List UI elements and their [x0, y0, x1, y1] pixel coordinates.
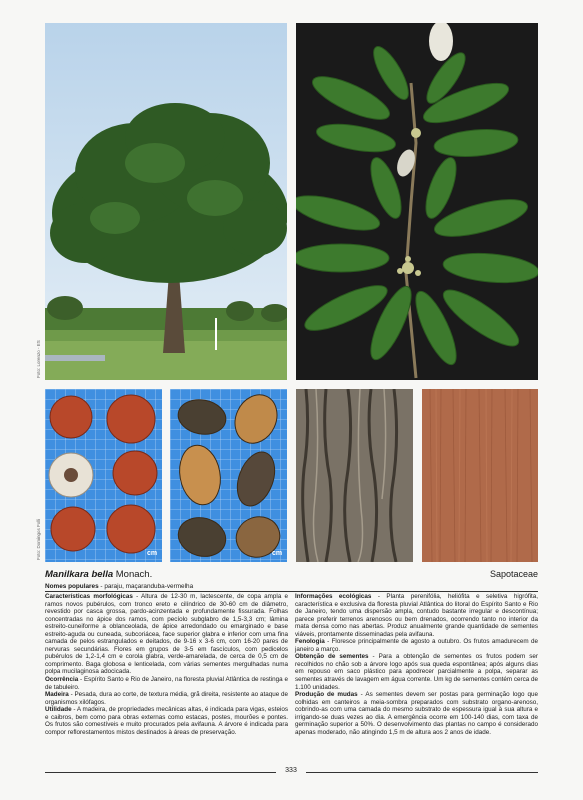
paragraph-text: Floresce principalmente de agosto a outubro. Os frutos amadurecem de janeiro a março.	[295, 638, 538, 653]
species-name: Manilkara bella	[45, 569, 114, 580]
seeds-scale-label: cm	[272, 550, 283, 557]
paragraph-occurrence: Ocorrência - Espírito Santo e Rio de Janeiro, na floresta pluvial Atlântica de restinga e de tabuleiro.	[45, 676, 288, 691]
paragraph-phenology: Fenologia - Floresce principalmente de agosto a outubro. Os frutos amadurecem de janeiro a março.	[295, 638, 538, 653]
species-title	[45, 569, 152, 580]
paragraph-seedlings: Produção de mudas - As sementes devem ser postas para germinação logo que colhidas em canteiros a meia-sombra preparados com substrato organo-arenoso, cobrindo-as com uma camada do mesmo substrato de espessura igual à sua altura e irrigando-se duas vezes ao dia. A emergência ocorre em 100-140 dias, com taxa de germinação superior a 50%. O desenvolvimento das plantas no campo é considerado apenas moderado, não atingindo 1,5 m de altura aos 2 anos de idade.	[295, 691, 538, 736]
tree-photo-credit: Foto: Lorenzo - ES	[36, 340, 41, 378]
paragraph-heading: Informações ecológicas	[295, 593, 372, 600]
paragraph-heading: Características morfológicas	[45, 593, 133, 600]
paragraph-text: As sementes devem ser postas para germinação logo que colhidas em canteiros a meia-sombra preparados com substrato organo-arenoso, cobrindo-as com uma camada do mesmo substrato de espessura igual à sua altura e irrigando-se duas vezes ao dia. A emergência ocorre em 100-140 dias, com taxa de germinação superior a 50%. O desenvolvimento das plantas no campo é considerado apenas moderado, não atingindo 1,5 m de altura aos 2 anos de idade.	[295, 691, 538, 736]
species-author: Monach.	[115, 569, 153, 580]
bark-photo	[296, 389, 413, 562]
popular-names-label: Nomes populares	[45, 583, 99, 590]
paragraph-morphology: Características morfológicas - Altura de 12-30 m, lactescente, de copa ampla e ramos novos pubérulos, com tronco ereto e cilíndrico de 30-60 cm de diâmetro, revestido por casca grossa, pardo-acinzentada e profundamente fissurada. Folhas concentradas no ápice dos ramos, com pecíolo subglabro de 1,5-3,3 cm; lâmina estreito-cuneiforme a oblanceolada, de ápice arredondado ou emarginado e base estreito-aguda ou cuneada, subcoriácea, face superior glabra e inferior com uma fina camada de pelos estrangulados e deitados, de 9-16 x 3-6 cm, com 16-20 pares de nervuras secundárias. Flores em grupos de 3-5 em fascículos, com pedicelos pubérulos de 1,2-1,4 cm e corola glabra, verde-amarelada, de cerca de 0,5 cm de comprimento. Baga globosa e lenticelada, com várias sementes mergulhadas numa polpa mucilaginosa adocicada.	[45, 593, 289, 676]
wood-photo	[422, 389, 538, 562]
paragraph-heading: Obtenção de sementes	[295, 653, 369, 661]
paragraph-heading: Utilidade	[45, 706, 72, 714]
fruits-scale-label: cm	[147, 550, 158, 557]
header-divider	[45, 591, 538, 592]
paragraph-text: Planta perenifólia, heliófita e seletiva higrófita, característica e exclusiva da floresta pluvial Atlântica do litoral do Espírito Santo e Rio de Janeiro, tendo uma dispersão ampla, contudo bastante irregular e descontínua; parece preferir terrenos arenosos ou bem drenados, ocorrendo tanto no interior da mata densa como nas abertas. Produz anualmente grande quantidade de sementes viáveis, prontamente disseminadas pela avifauna.	[295, 593, 538, 638]
family-name: Sapotaceae	[489, 569, 538, 579]
paragraph-text: Pesada, dura ao corte, de textura média, grã direita, resistente ao ataque de organismos xilófagos.	[45, 691, 288, 706]
paragraph-text: Espírito Santo e Rio de Janeiro, na floresta pluvial Atlântica de restinga e de tabuleiro.	[45, 676, 288, 691]
left-column	[45, 593, 288, 736]
paragraph-seeds: Obtenção de sementes - Para a obtenção de sementes os frutos podem ser recolhidos no chão sob a árvore logo após sua queda espontânea; após alguns dias em repouso em saco plástico para apodrecer parcialmente a polpa, separar as sementes através de lavagem em água corrente. Um kg de sementes contém cerca de 1.100 unidades.	[295, 653, 538, 691]
fruits-photo-credit: Foto: Domingos Folli	[36, 518, 41, 560]
paragraph-text: Altura de 12-30 m, lactescente, de copa ampla e ramos novos pubérulos, com tronco ereto e cilíndrico de 30-60 cm de diâmetro, revestido por casca grossa, pardo-acinzentada e profundamente fissurada. Folhas concentradas no ápice dos ramos, com pecíolo subglabro de 1,5-3,3 cm; lâmina estreito-cuneiforme a oblanceolada, de ápice arredondado ou emarginado e base estreito-aguda ou cuneada, subcoriácea, face superior glabra e inferior com uma fina camada de pelos estrangulados e deitados, de 9-16 x 3-6 cm, com 16-20 pares de nervuras secundárias. Flores em grupos de 3-5 em fascículos, com pedicelos pubérulos de 1,2-1,4 cm e corola glabra, verde-amarelada, de cerca de 0,5 cm de comprimento. Baga globosa e lenticelada, com várias sementes mergulhadas numa polpa mucilaginosa adocicada.	[45, 593, 289, 676]
tree-photo	[45, 23, 287, 380]
paragraph-text: A madeira, de propriedades mecânicas altas, é indicada para vigas, esteios e caibros, bem como para obras externas como estacas, postes, mourões e pontes. Os frutos são comestíveis e muito procurados pela avifauna. A árvore é indicada para compor reflorestamentos mistos destinados à áreas de preservação.	[45, 706, 289, 736]
paragraph-utility: Utilidade - A madeira, de propriedades mecânicas altas, é indicada para vigas, esteios e caibros, bem como para obras externas como estacas, postes, mourões e pontes. Os frutos são comestíveis e muito procurados pela avifauna. A árvore é indicada para compor reflorestamentos mistos destinados à áreas de preservação.	[45, 706, 289, 736]
seeds-photo	[170, 389, 287, 562]
paragraph-heading: Produção de mudas	[295, 691, 358, 699]
popular-names-value: paraju, maçaranduba-vermelha	[104, 583, 194, 590]
paragraph-heading: Ocorrência	[45, 676, 79, 684]
paragraph-ecology: Informações ecológicas - Planta perenifólia, heliófita e seletiva higrófita, característica e exclusiva da floresta pluvial Atlântica do litoral do Espírito Santo e Rio de Janeiro, tendo uma dispersão ampla, contudo bastante irregular e descontínua; parece preferir terrenos arenosos ou bem drenados, ocorrendo tanto no interior da mata densa como nas abertas. Produz anualmente grande quantidade de sementes viáveis, prontamente disseminadas pela avifauna.	[295, 593, 538, 638]
page-number: 333	[276, 767, 306, 774]
popular-names: Nomes populares - paraju, maçaranduba-vermelha	[45, 583, 194, 590]
fruits-photo	[45, 389, 162, 562]
right-column	[295, 593, 538, 736]
paragraph-heading: Madeira	[45, 691, 69, 699]
paragraph-heading: Fenologia	[295, 638, 325, 646]
species-header	[45, 569, 538, 582]
paragraph-text: Para a obtenção de sementes os frutos podem ser recolhidos no chão sob a árvore logo após sua queda espontânea; após alguns dias em repouso em saco plástico para apodrecer parcialmente a polpa, separar as sementes através de lavagem em água corrente. Um kg de sementes contém cerca de 1.100 unidades.	[295, 653, 538, 691]
leaves-photo	[296, 23, 538, 380]
paragraph-wood: Madeira - Pesada, dura ao corte, de textura média, grã direita, resistente ao ataque de organismos xilófagos.	[45, 691, 288, 706]
